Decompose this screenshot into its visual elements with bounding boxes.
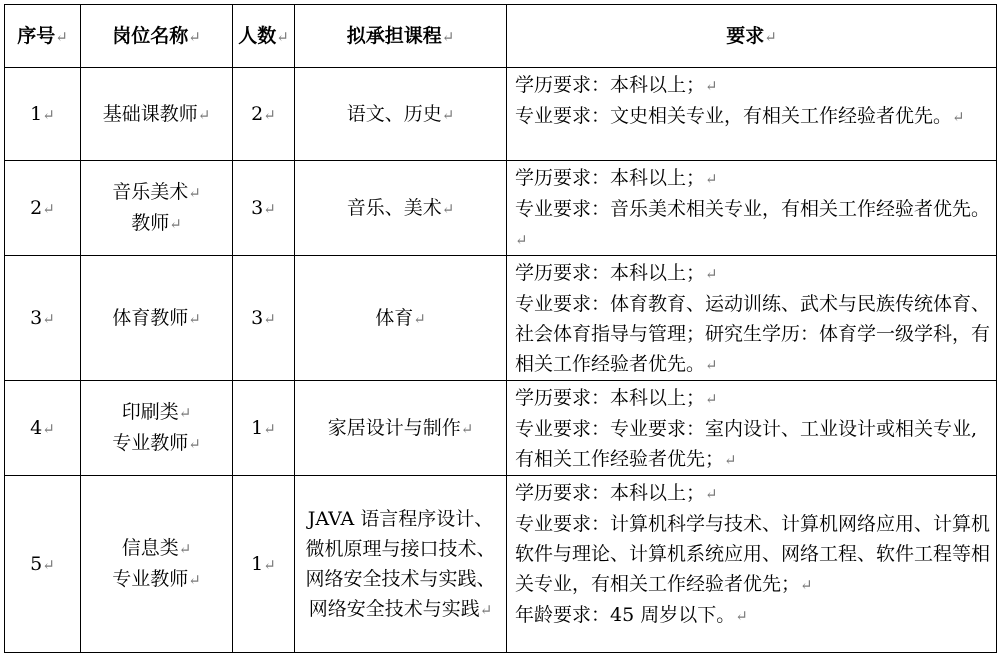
paragraph-mark: ↵ [515, 231, 528, 249]
cell-courses [295, 161, 507, 256]
header-courses: 拟承担课程↵ [295, 5, 507, 68]
cell-seq: 2↵ [5, 161, 81, 256]
paragraph-mark: ↵ [188, 435, 201, 453]
cell-position-line: 信息类↵ [121, 537, 192, 559]
header-count: 人数↵ [233, 5, 295, 68]
table-row [5, 161, 997, 256]
paragraph-mark: ↵ [413, 309, 426, 328]
cell-position-line: 音乐美术↵ [112, 181, 201, 203]
cell-courses-line: 音乐、美术↵ [346, 196, 455, 219]
paragraph-mark: ↵ [42, 309, 55, 328]
cell-requirements-line: 学历要求：本科以上；↵ [515, 74, 718, 96]
cell-courses [295, 381, 507, 476]
cell-count: 3↵ [233, 256, 295, 381]
paragraph-mark: ↵ [188, 309, 201, 328]
paragraph-mark: ↵ [263, 555, 276, 574]
cell-position-line: 专业教师↵ [112, 568, 201, 590]
paragraph-mark: ↵ [735, 607, 748, 625]
recruitment-table [4, 4, 997, 653]
cell-requirements-line: 学历要求：本科以上；↵ [515, 262, 718, 284]
cell-courses [295, 476, 507, 653]
paragraph-mark: ↵ [188, 184, 201, 202]
table-row [5, 476, 997, 653]
paragraph-mark: ↵ [705, 356, 718, 374]
paragraph-mark: ↵ [263, 309, 276, 328]
cell-courses [295, 68, 507, 161]
paragraph-mark: ↵ [178, 404, 192, 422]
cell-requirements-line: 学历要求：本科以上；↵ [515, 387, 718, 409]
paragraph-mark: ↵ [460, 419, 474, 438]
paragraph-mark: ↵ [800, 576, 813, 594]
cell-count: 1↵ [233, 381, 295, 476]
cell-courses [295, 256, 507, 381]
header-row [5, 5, 997, 68]
table-row [5, 381, 997, 476]
cell-courses-line: 语文、历史↵ [346, 102, 455, 125]
cell-requirements [507, 256, 997, 381]
paragraph-mark: ↵ [197, 105, 211, 124]
cell-requirements-line: 专业要求：文史相关专业，有相关工作经验者优先。↵ [515, 105, 965, 127]
paragraph-mark: ↵ [42, 199, 55, 218]
cell-count: 2↵ [233, 68, 295, 161]
paragraph-mark: ↵ [705, 77, 718, 95]
cell-requirements-line: 学历要求：本科以上；↵ [515, 482, 718, 504]
cell-requirements [507, 476, 997, 653]
header-seq: 序号↵ [5, 5, 81, 68]
cell-position [81, 68, 233, 161]
cell-requirements-line: 专业要求：体育教育、运动训练、武术与民族传统体育、社会体育指导与管理；研究生学历：体育学一级学科，有相关工作经验者优先。↵ [515, 293, 991, 375]
cell-requirements-line: 学历要求：本科以上；↵ [515, 167, 718, 189]
cell-position-line: 专业教师↵ [112, 432, 201, 454]
cell-position-line: 教师↵ [131, 212, 182, 234]
paragraph-mark: ↵ [42, 555, 55, 574]
header-requirements: 要求↵ [507, 5, 997, 68]
cell-requirements [507, 68, 997, 161]
cell-count: 1↵ [233, 476, 295, 653]
cell-position-line: 体育教师↵ [112, 306, 201, 329]
cell-seq: 5↵ [5, 476, 81, 653]
paragraph-mark: ↵ [705, 485, 718, 503]
paragraph-mark: ↵ [441, 199, 455, 218]
paragraph-mark: ↵ [169, 215, 182, 233]
table-row [5, 256, 997, 381]
paragraph-mark: ↵ [263, 105, 276, 124]
cell-seq: 3↵ [5, 256, 81, 381]
header-position: 岗位名称↵ [81, 5, 233, 68]
paragraph-mark: ↵ [724, 451, 737, 469]
cell-count: 3↵ [233, 161, 295, 256]
paragraph-mark: ↵ [42, 105, 55, 124]
paragraph-mark: ↵ [441, 105, 455, 124]
cell-seq: 1↵ [5, 68, 81, 161]
paragraph-mark: ↵ [705, 265, 718, 283]
cell-requirements [507, 381, 997, 476]
cell-position [81, 476, 233, 653]
cell-requirements-line: 专业要求：计算机科学与技术、计算机网络应用、计算机软件与理论、计算机系统应用、网络工程、软件工程等相关专业，有相关工作经验者优先；↵ [515, 513, 991, 595]
paragraph-mark: ↵ [178, 540, 192, 558]
cell-position-line: 基础课教师↵ [102, 102, 211, 125]
paragraph-mark: ↵ [263, 419, 276, 438]
table-row [5, 68, 997, 161]
cell-position [81, 161, 233, 256]
paragraph-mark: ↵ [705, 390, 718, 408]
paragraph-mark: ↵ [705, 170, 718, 188]
paragraph-mark: ↵ [42, 419, 55, 438]
cell-courses-line: JAVA 语言程序设计、微机原理与接口技术、网络安全技术与实践、网络安全技术与实践↵ [305, 507, 496, 620]
paragraph-mark: ↵ [479, 600, 493, 619]
cell-requirements-line: 专业要求：音乐美术相关专业，有相关工作经验者优先。↵ [515, 198, 991, 249]
cell-requirements [507, 161, 997, 256]
cell-seq: 4↵ [5, 381, 81, 476]
cell-courses-line: 家居设计与制作↵ [327, 416, 474, 439]
cell-requirements-line: 专业要求：专业要求：室内设计、工业设计或相关专业,有相关工作经验者优先；↵ [515, 418, 978, 470]
paragraph-mark: ↵ [263, 199, 276, 218]
cell-position [81, 381, 233, 476]
paragraph-mark: ↵ [188, 571, 201, 589]
paragraph-mark: ↵ [952, 108, 965, 126]
cell-requirements-line: 年龄要求：45 周岁以下。↵ [515, 604, 748, 626]
cell-courses-line: 体育↵ [375, 306, 426, 329]
cell-position [81, 256, 233, 381]
cell-position-line: 印刷类↵ [121, 401, 192, 423]
